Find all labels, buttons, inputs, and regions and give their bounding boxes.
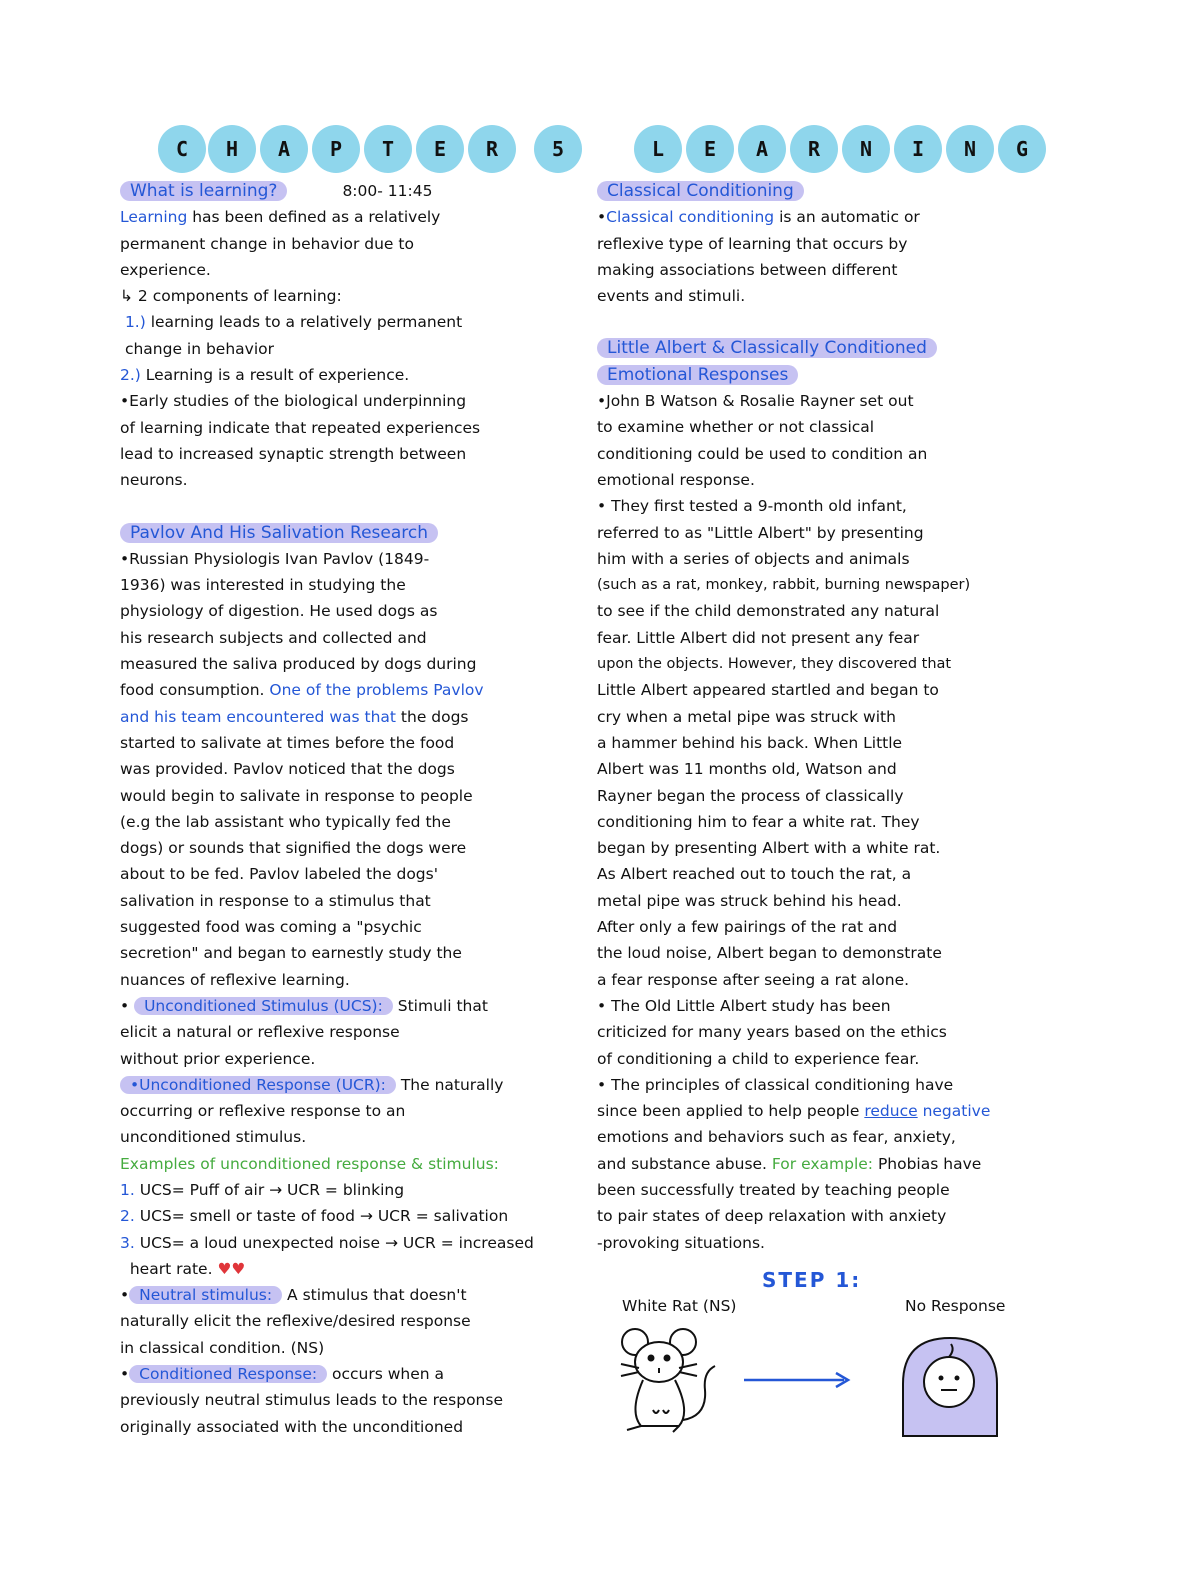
text-line: a fear response after seeing a rat alone. xyxy=(597,970,910,989)
text-line: The naturally xyxy=(395,1075,504,1094)
list-number: 2.) xyxy=(120,366,141,385)
text-line: •Russian Physiologis Ivan Pavlov (1849- xyxy=(120,549,430,568)
baby-no-response-drawing xyxy=(895,1332,1005,1442)
left-column xyxy=(120,178,590,1440)
text-line: UCS= smell or taste of food → UCR = salivation xyxy=(134,1207,509,1226)
text-line: Phobias have xyxy=(873,1154,982,1173)
text-line: began by presenting Albert with a white rat. xyxy=(597,839,941,858)
title-letter: R xyxy=(790,125,838,173)
list-number: 1. xyxy=(120,1180,135,1199)
text-line: emotions and behaviors such as fear, anxiety, xyxy=(597,1128,956,1147)
text-line: to pair states of deep relaxation with anxiety xyxy=(597,1207,947,1226)
text-line: the dogs xyxy=(395,707,469,726)
chapter-title xyxy=(150,125,1050,175)
term-conditioned-response: Conditioned Response: xyxy=(129,1365,327,1383)
emphasis-text: One of the problems Pavlov xyxy=(269,681,484,700)
text-line: • The Old Little Albert study has been xyxy=(597,996,891,1015)
title-letter: A xyxy=(738,125,786,173)
hearts-doodle: ♥♥ xyxy=(212,1259,246,1278)
text-line: heart rate. xyxy=(129,1259,213,1278)
term-ucs: Unconditioned Stimulus (UCS): xyxy=(134,997,393,1015)
text-line: food consumption. xyxy=(120,681,270,700)
text-line: permanent change in behavior due to xyxy=(120,234,414,253)
text-line: is an automatic or xyxy=(774,208,920,227)
text-line: occurs when a xyxy=(327,1365,445,1384)
term-neutral-stimulus: Neutral stimulus: xyxy=(129,1286,282,1304)
text-line: measured the saliva produced by dogs during xyxy=(120,655,477,674)
text-line: of learning indicate that repeated experiences xyxy=(120,418,481,437)
title-letter: R xyxy=(468,125,516,173)
text-line: • They first tested a 9-month old infant, xyxy=(597,497,907,516)
term-learning: Learning xyxy=(120,208,188,227)
text-line: As Albert reached out to touch the rat, a xyxy=(597,865,912,884)
title-letter: E xyxy=(686,125,734,173)
text-line: metal pipe was struck behind his head. xyxy=(597,891,902,910)
text-line: Albert was 11 months old, Watson and xyxy=(597,760,897,779)
text-line: naturally elicit the reflexive/desired response xyxy=(120,1312,471,1331)
bullet: • xyxy=(120,1365,130,1384)
text-line: unconditioned stimulus. xyxy=(120,1128,307,1147)
title-letter: A xyxy=(260,125,308,173)
text-line: UCS= Puff of air → UCR = blinking xyxy=(134,1180,405,1199)
text-line: without prior experience. xyxy=(120,1049,316,1068)
text-line: has been defined as a relatively xyxy=(187,208,441,227)
pavlov-heading: Pavlov And His Salivation Research xyxy=(120,523,438,543)
text-line: about to be fed. Pavlov labeled the dogs' xyxy=(120,865,438,884)
text-line: was provided. Pavlov noticed that the dogs xyxy=(120,760,455,779)
arrow-icon xyxy=(740,1368,855,1392)
text-line: Little Albert appeared startled and began to xyxy=(597,681,939,700)
little-albert-heading: Little Albert & Classically Conditioned xyxy=(597,338,937,358)
white-rat-drawing xyxy=(615,1320,725,1435)
title-letter: I xyxy=(894,125,942,173)
what-is-learning-heading: What is learning? xyxy=(120,181,287,201)
text-line: nuances of reflexive learning. xyxy=(120,970,350,989)
for-example-label: For example: xyxy=(771,1154,874,1173)
text-line: upon the objects. However, they discovered that xyxy=(597,656,952,673)
text-line: physiology of digestion. He used dogs as xyxy=(120,602,438,621)
title-number: 5 xyxy=(534,125,582,173)
list-number: 1.) xyxy=(124,313,146,332)
text-line: ↳ 2 components of learning: xyxy=(120,287,342,306)
time-note: 8:00- 11:45 xyxy=(342,182,433,200)
text-line: referred to as "Little Albert" by presenting xyxy=(597,523,924,542)
text-line: After only a few pairings of the rat and xyxy=(597,918,898,937)
text-line: Learning is a result of experience. xyxy=(140,366,410,385)
title-letter: N xyxy=(946,125,994,173)
term-ucr: •Unconditioned Response (UCR): xyxy=(120,1076,396,1094)
text-line: UCS= a loud unexpected noise → UCR = increased xyxy=(134,1233,534,1252)
text-line: him with a series of objects and animals xyxy=(597,549,910,568)
text-line: Rayner began the process of classically xyxy=(597,786,904,805)
little-albert-heading-2: Emotional Responses xyxy=(597,365,798,385)
text-line: a hammer behind his back. When Little xyxy=(597,733,903,752)
text-line: the loud noise, Albert began to demonstrate xyxy=(597,944,942,963)
text-line: events and stimuli. xyxy=(597,287,746,306)
title-letter: P xyxy=(312,125,360,173)
text-line: his research subjects and collected and xyxy=(120,628,427,647)
text-line: since been applied to help people xyxy=(597,1102,865,1121)
text-line: salivation in response to a stimulus that xyxy=(120,891,431,910)
text-line: change in behavior xyxy=(124,339,274,358)
text-line: previously neutral stimulus leads to the response xyxy=(120,1391,503,1410)
list-number: 2. xyxy=(120,1207,135,1226)
text-line: making associations between different xyxy=(597,260,898,279)
text-line: conditioning him to fear a white rat. They xyxy=(597,812,920,831)
text-line: (e.g the lab assistant who typically fed the xyxy=(120,812,451,831)
title-letter: L xyxy=(634,125,682,173)
text-line: started to salivate at times before the food xyxy=(120,733,455,752)
text-line: fear. Little Albert did not present any fear xyxy=(597,628,920,647)
text-line: suggested food was coming a "psychic xyxy=(120,918,422,937)
text-line: •Early studies of the biological underpinning xyxy=(120,392,467,411)
no-response-label: No Response xyxy=(905,1297,1006,1315)
text-line: to see if the child demonstrated any natural xyxy=(597,602,940,621)
emphasis-text: reduce xyxy=(864,1102,918,1121)
title-letter: G xyxy=(998,125,1046,173)
text-line: to examine whether or not classical xyxy=(597,418,875,437)
bullet: • xyxy=(120,996,135,1015)
text-line: cry when a metal pipe was struck with xyxy=(597,707,896,726)
text-line: would begin to salivate in response to people xyxy=(120,786,473,805)
text-line: Stimuli that xyxy=(392,996,488,1015)
term-classical-conditioning: Classical conditioning xyxy=(606,208,775,227)
text-line: •John B Watson & Rosalie Rayner set out xyxy=(597,392,914,411)
text-line: -provoking situations. xyxy=(597,1233,765,1252)
text-line: originally associated with the unconditioned xyxy=(120,1417,464,1436)
emphasis-text: negative xyxy=(917,1102,991,1121)
text-line: (such as a rat, monkey, rabbit, burning newspaper) xyxy=(597,577,971,594)
rat-label: White Rat (NS) xyxy=(622,1297,737,1315)
examples-heading: Examples of unconditioned response & stimulus: xyxy=(120,1154,499,1173)
step-label: STEP 1: xyxy=(762,1268,862,1292)
title-letter: T xyxy=(364,125,412,173)
text-line: learning leads to a relatively permanent xyxy=(145,313,463,332)
text-line: experience. xyxy=(120,260,211,279)
text-line: conditioning could be used to condition an xyxy=(597,444,928,463)
text-line: emotional response. xyxy=(597,470,755,489)
classical-conditioning-heading: Classical Conditioning xyxy=(597,181,804,201)
text-line: occurring or reflexive response to an xyxy=(120,1102,406,1121)
text-line: been successfully treated by teaching people xyxy=(597,1180,950,1199)
text-line: secretion" and began to earnestly study the xyxy=(120,944,462,963)
title-letter: E xyxy=(416,125,464,173)
list-number: 3. xyxy=(120,1233,135,1252)
text-line: A stimulus that doesn't xyxy=(282,1286,467,1305)
text-line: reflexive type of learning that occurs by xyxy=(597,234,908,253)
text-line: of conditioning a child to experience fear. xyxy=(597,1049,920,1068)
right-column xyxy=(597,178,1097,1256)
text-line: and substance abuse. xyxy=(597,1154,772,1173)
title-letter: N xyxy=(842,125,890,173)
title-letter: H xyxy=(208,125,256,173)
text-line: elicit a natural or reflexive response xyxy=(120,1023,400,1042)
text-line: dogs) or sounds that signified the dogs were xyxy=(120,839,467,858)
emphasis-text: and his team encountered was that xyxy=(120,707,396,726)
text-line: 1936) was interested in studying the xyxy=(120,576,406,595)
bullet: • xyxy=(120,1286,130,1305)
text-line: • The principles of classical conditioning have xyxy=(597,1075,954,1094)
text-line: criticized for many years based on the ethics xyxy=(597,1023,947,1042)
text-line: in classical condition. (NS) xyxy=(120,1338,325,1357)
title-letter: C xyxy=(158,125,206,173)
bullet: • xyxy=(597,208,607,227)
text-line: neurons. xyxy=(120,471,188,490)
text-line: lead to increased synaptic strength between xyxy=(120,444,467,463)
